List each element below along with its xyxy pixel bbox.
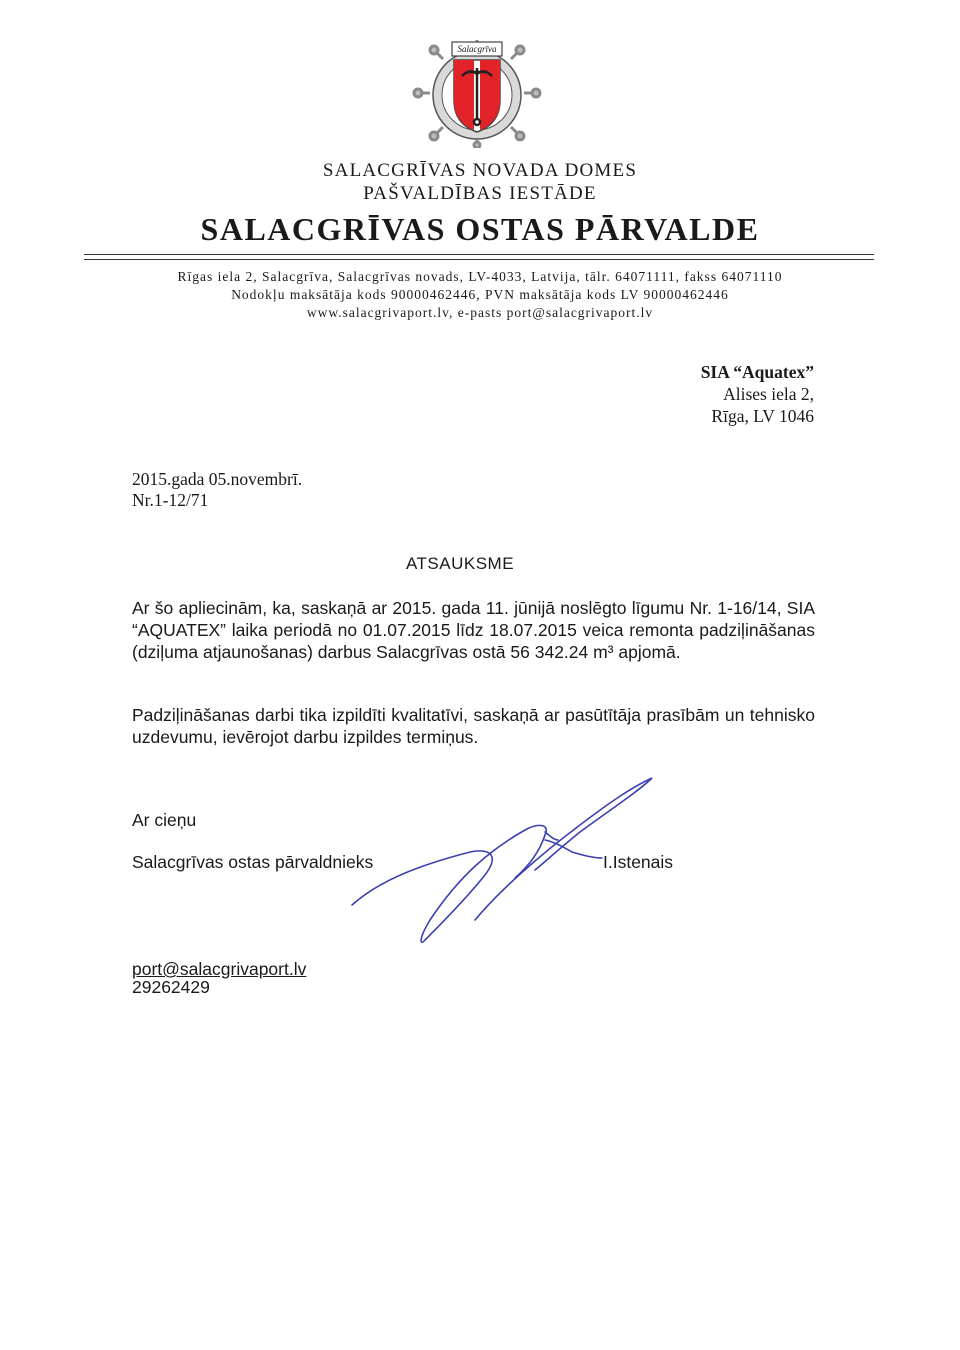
recipient-name: SIA “Aquatex” <box>700 362 814 382</box>
body-paragraph-1: Ar šo apliecinām, ka, saskaņā ar 2015. gada 11. jūnijā noslēgto līgumu Nr. 1-16/14, SIA “AQUATEX” laika periodā no 01.07.2015 līdz 18.07.2015 veica remonta padziļināšanas (dziļuma atjaunošanas) darbus Salacgrīvas ostā 56 342.24 m³ apjomā. <box>132 598 815 662</box>
recipient-street: Alises iela 2, <box>723 384 814 404</box>
org-parent-line: SALACGRĪVAS NOVADA DOMES <box>322 160 638 181</box>
header-divider <box>84 254 874 255</box>
logo-banner-text: Salacgrīva <box>457 44 497 54</box>
org-title: SALACGRĪVAS OSTAS PĀRVALDE <box>200 211 760 247</box>
footer-email-link[interactable]: port@salacgrivaport.lv <box>132 959 307 979</box>
letter-number: Nr.1-12/71 <box>132 490 209 510</box>
header-divider-thin <box>84 259 874 260</box>
letter-date: 2015.gada 05.novembrī. <box>132 469 303 489</box>
signer-name: I.Istenais <box>603 852 674 872</box>
closing-regards: Ar cieņu <box>132 810 197 830</box>
contact-tax-codes: Nodokļu maksātāja kods 90000462446, PVN maksātāja kods LV 90000462446 <box>231 287 729 302</box>
org-type-line: PAŠVALDĪBAS IESTĀDE <box>363 183 597 204</box>
letter-heading: ATSAUKSME <box>405 554 515 573</box>
footer-phone: 29262429 <box>132 977 210 997</box>
body-paragraph-2: Padziļināšanas darbi tika izpildīti kvalitatīvi, saskaņā ar pasūtītāja prasībām un tehnisko uzdevumu, ievērojot darbu izpildes termiņus. <box>132 705 815 747</box>
recipient-city: Rīga, LV 1046 <box>711 406 814 426</box>
contact-web-email: www.salacgrivaport.lv, e-pasts port@salacgrivaport.lv <box>306 305 654 320</box>
contact-address: Rīgas iela 2, Salacgrīva, Salacgrīvas novads, LV-4033, Latvija, tālr. 64071111, fakss 64071110 <box>177 269 783 284</box>
handwritten-signature <box>340 770 670 950</box>
signer-title: Salacgrīvas ostas pārvaldnieks <box>132 852 374 872</box>
